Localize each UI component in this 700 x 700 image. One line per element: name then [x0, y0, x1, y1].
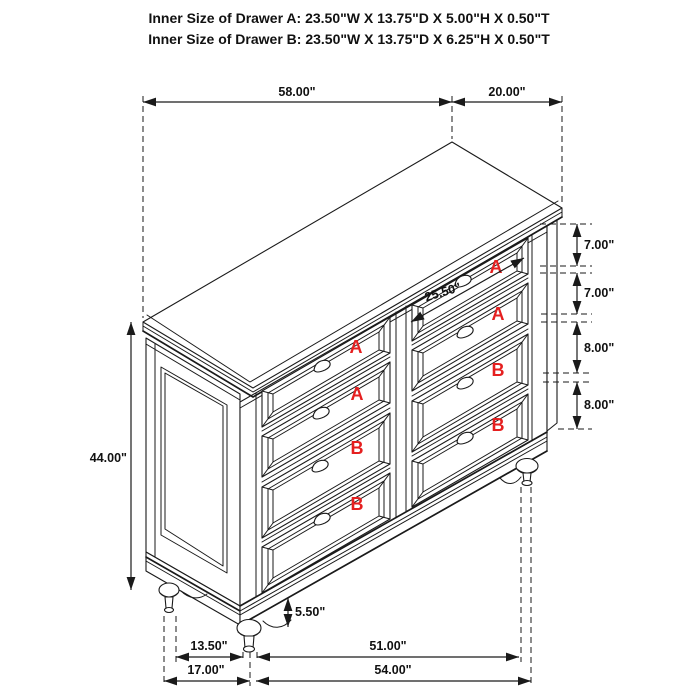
dim-inner-drawer-width: 25.50": [422, 280, 463, 305]
dim-top-width: 58.00": [278, 85, 316, 99]
dim-front-feet-span: 51.00": [369, 639, 407, 653]
dim-side-feet-span: 17.00": [187, 663, 225, 677]
dim-drawer3-height: 8.00": [584, 341, 615, 355]
drawer-label-right-1: A: [489, 257, 503, 277]
dim-drawer2-height: 7.00": [584, 286, 615, 300]
drawer-label-right-2: A: [491, 304, 505, 324]
dim-leg-height: 5.50": [295, 605, 326, 619]
leg-front-right: [516, 459, 538, 486]
leg-back-left: [159, 583, 179, 613]
dim-overall-height: 44.00": [89, 451, 127, 465]
drawer-label-left-4: B: [350, 494, 364, 514]
drawer-label-right-3: B: [491, 360, 505, 380]
drawer-b-inner-size-label: Inner Size of Drawer B: 23.50"W X 13.75"D X 6.25"H X 0.50"T: [148, 31, 550, 47]
dim-drawer1-height: 7.00": [584, 238, 615, 252]
leg-front-left: [237, 620, 261, 653]
drawer-label-right-4: B: [491, 415, 505, 435]
dim-top-depth: 20.00": [488, 85, 526, 99]
dim-base-span: 54.00": [374, 663, 412, 677]
drawer-label-left-2: A: [350, 384, 364, 404]
dresser-right-edge: [547, 220, 557, 431]
drawer-label-left-3: B: [350, 438, 364, 458]
drawer-a-inner-size-label: Inner Size of Drawer A: 23.50"W X 13.75"D X 5.00"H X 0.50"T: [148, 10, 550, 26]
dim-leg-gap: 13.50": [190, 639, 228, 653]
dim-drawer4-height: 8.00": [584, 398, 615, 412]
drawer-label-left-1: A: [349, 337, 363, 357]
